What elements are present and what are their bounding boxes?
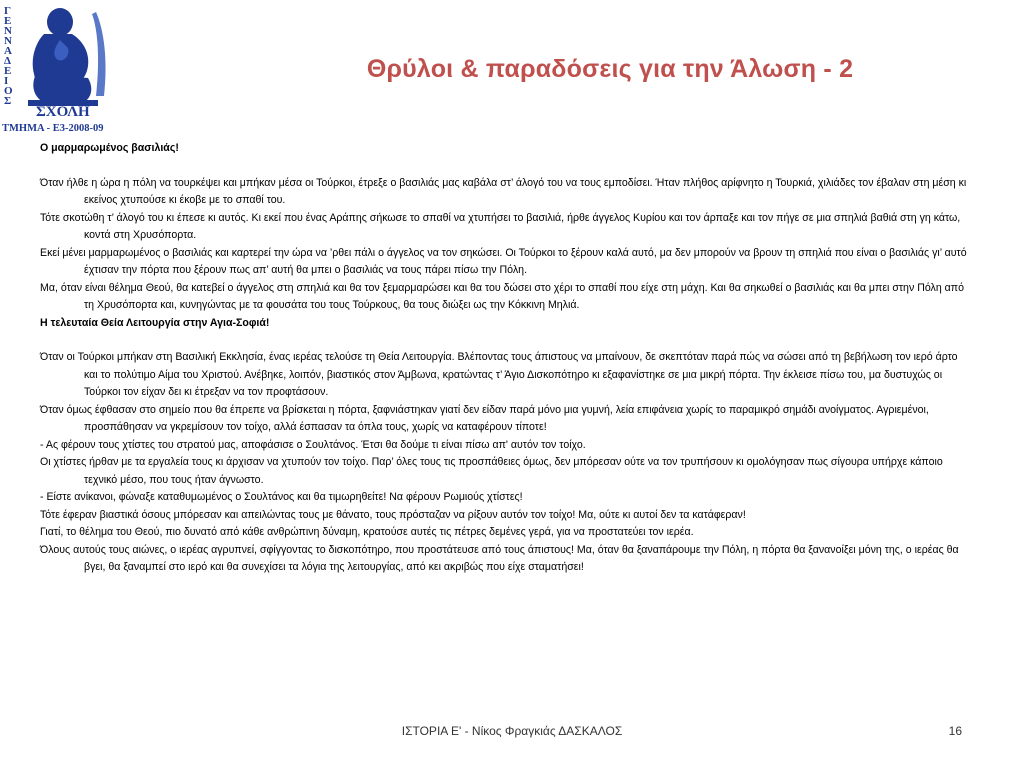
paragraph: Μα, όταν είναι θέλημα Θεού, θα κατεβεί ο άγγελος στη σπηλιά και θα τον ξεμαρμαρώσει και θα του δώσει στο χέρι το σπαθί που είχε στη μάχη. Και θα σηκωθεί ο βασιλιάς και θα μπει στην Πόλη από τη Χρυσόπορτα και, κυνηγώντας με τα φουσάτα του τους Τούρκους, θα τους διώξει ως την Κόκκινη Μηλιά. [40,281,964,311]
paragraph: Όταν ήλθε η ώρα η πόλη να τουρκέψει και μπήκαν μέσα οι Τούρκοι, έτρεξε ο βασιλιάς μας καβάλα στ’ άλογό του να τους εμποδίσει. Ήταν πλήθος αρίφνητο η Τουρκιά, χιλιάδες τον έβαλαν στη μέση κι εκείνος χτυπούσε κι έκοβε με το σπαθί του. [40,176,967,206]
paragraph: - Είστε ανίκανοι, φώναξε καταθυμωμένος ο Σουλτάνος και θα τιμωρηθείτε! Να φέρουν Ρωμιούς χτίστες! [40,491,523,503]
spacer [40,158,970,175]
slide-body [40,140,970,577]
section-heading-marble-king: Ο μαρμαρωμένος βασιλιάς! [40,142,179,154]
school-logo [0,0,130,135]
thinker-statue-icon [28,8,106,106]
logo-school-text: ΣΧΟΛΗ [36,104,90,120]
paragraph: Τότε σκοτώθη τ’ άλογό του κι έπεσε κι αυτός. Κι εκεί που ένας Αράπης σήκωσε το σπαθί να χτυπήσει το βασιλιά, ήρθε άγγελος Κυρίου και τον άρπαξε και τον πήγε σε μια σπηλιά βαθιά στη γη κάτω, κοντά στη Χρυσόπορτα. [40,211,961,241]
paragraph: Εκεί μένει μαρμαρωμένος ο βασιλιάς και καρτερεί την ώρα να ’ρθει πάλι ο άγγελος να τον σηκώσει. Οι Τούρκοι το ξέρουν καλά αυτό, μα δεν μπορούν να βρουν τη σπηλιά που είναι ο βασιλιάς γι’ αυτό έχτισαν την πόρτα που ξέρουν πως απ’ αυτή θα μπει ο βασιλιάς να τους πάρει πίσω την Πόλη. [40,246,967,276]
paragraph: - Ας φέρουν τους χτίστες του στρατού μας, αποφάσισε ο Σουλτάνος. Έτσι θα δούμε τι είναι πίσω απ' αυτόν τον τοίχο. [40,438,586,451]
footer-text: ΙΣΤΟΡΙΑ Ε' - Νίκος Φραγκιάς ΔΑΣΚΑΛΟΣ [401,724,623,738]
page-number: 16 [948,724,962,738]
paragraph: Γιατί, το θέλημα του Θεού, πιο δυνατό από κάθε ανθρώπινη δύναμη, κρατούσε αυτές τις πέτρες δεμένες γερά, για να προστατεύει τον ιερέα. [40,526,694,538]
section-heading-last-liturgy: Η τελευταία Θεία Λειτουργία στην Αγια-Σοφιά! [40,316,270,329]
paragraph: Οι χτίστες ήρθαν με τα εργαλεία τους κι άρχισαν να χτυπούν τον τοίχο. Παρ’ όλες τους τις προσπάθειες όμως, δεν μπόρεσαν ούτε να τον τρυπήσουν κι ομολόγησαν πως σίγουρα υπήρχε κάποιο τεχνικό μέσο, που τους ήταν άγνωστο. [40,456,943,486]
paragraph: Όλους αυτούς τους αιώνες, ο ιερέας αγρυπνεί, σφίγγοντας το δισκοπότηρο, που προστάτευσε από τους άπιστους! Μα, όταν θα ξαναπάρουμε την Πόλη, η πόρτα θα ξανανοίξει μόνη της, ο ιερέας θα βγει, θα ξαναμπεί στο ιερό και θα συνεχίσει τα λόγια της λειτουργίας, από κει ακριβώς που είχε σταματήσει! [40,543,959,573]
logo-vertical-text: Γ Ε Ν Ν Α Δ Ε Ι Ο Σ [4,5,13,107]
slide-title: Θρύλοι & παραδόσεις για την Άλωση - 2 [366,55,854,83]
spacer [40,332,970,349]
slide-footer [0,724,1024,744]
paragraph: Τότε έφεραν βιαστικά όσους μπόρεσαν και απειλώντας τους με θάνατο, τους πρόσταζαν να ρίξουν αυτόν τον τοίχο! Μα, ούτε κι αυτοί δεν τα κατάφεραν! [40,508,746,521]
logo-department-text: ΤΜΗΜΑ - Ε3-2008-09 [2,123,104,134]
paragraph: Όταν οι Τούρκοι μπήκαν στη Βασιλική Εκκλησία, ένας ιερέας τελούσε τη Θεία Λειτουργία. Βλέποντας τους άπιστους να μπαίνουν, δε σκεπτόταν παρά πώς να σώσει από τη βεβήλωση τον ιερό άρτο και το πολύτιμο Αίμα του Χριστού. Ανέβηκε, λοιπόν, βιαστικός στον Άμβωνα, κρατώντας τ’ Άγιο Δισκοπότηρο κι εξαφανίστηκε σε μια μικρή πόρτα. Την έκλεισε πίσω του, μα δυστυχώς οι Τούρκοι τον είχαν δει κι έτρεξαν να τον προφτάσουν. [40,351,958,398]
paragraph: Όταν όμως έφθασαν στο σημείο που θα έπρεπε να βρίσκεται η πόρτα, ξαφνιάστηκαν γιατί δεν είδαν παρά μόνο μια γυμνή, λεία επιφάνεια χωρίς το παραμικρό σημάδι ανοίγματος. Αγριεμένοι, προσπάθησαν να γκρεμίσουν τον τοίχο, αλλά έσπασαν τα όπλα τους, χωρίς να καταφέρουν τίποτε! [40,403,929,433]
